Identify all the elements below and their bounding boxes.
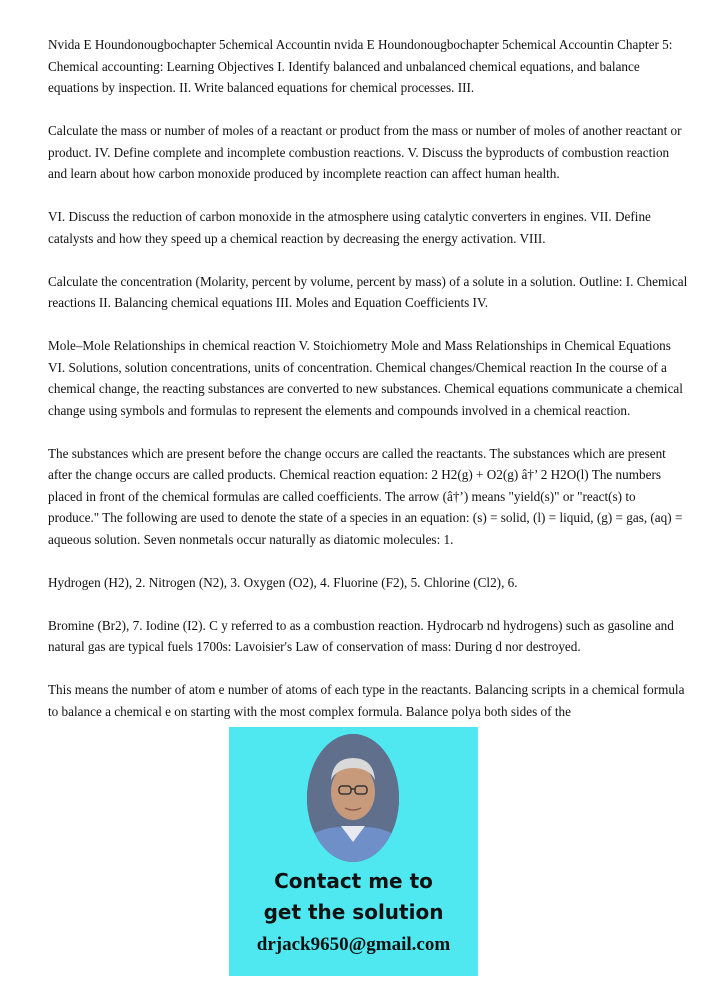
paragraph-4: Calculate the concentration (Molarity, percent by volume, percent by mass) of a solute in a solution. Outline: I. Chemical reactions II. Balancing chemical equations III. Moles and Equation Coefficients IV. (48, 273, 688, 310)
document-body (48, 34, 688, 744)
paragraph-6: The substances which are present before the change occurs are called the reactants. The substances which are present after the change occurs are called products. Chemical reaction equation: 2 H2(g) + O2(g) â†’ 2 H2O(l) The numbers placed in front of the chemical formulas are called coefficients. The arrow (â†’) means "yield(s)" or "react(s) to produce." The following are used to denote the state of a species in an equation: (s) = solid, (l) = liquid, (g) = gas, (aq) = aqueous solution. Seven nonmetals occur naturally as diatomic molecules: 1. (48, 445, 683, 547)
paragraph-7: Hydrogen (H2), 2. Nitrogen (N2), 3. Oxygen (O2), 4. Fluorine (F2), 5. Chlorine (Cl2), 6. (48, 574, 518, 590)
paragraph-5: Mole–Mole Relationships in chemical reaction V. Stoichiometry Mole and Mass Relationships in Chemical Equations VI. Solutions, solution concentrations, units of concentration. Chemical changes/Chemical reaction In the course of a chemical change, the reacting substances are converted to new substances. Chemical equations communicate a chemical change using symbols and formulas to represent the elements and compounds involved in a chemical reaction. (48, 338, 683, 418)
contact-advertisement (229, 727, 478, 976)
contact-line-1: Contact me to (274, 869, 433, 893)
contact-email[interactable]: drjack9650@gmail.com (256, 934, 451, 955)
paragraph-8: Bromine (Br2), 7. Iodine (I2). C y referred to as a combustion reaction. Hydrocarb nd hydrogens) such as gasoline and natural gas are typical fuels 1700s: Lavoisier's Law of conservation of mass: During d nor destroyed. (48, 617, 674, 654)
person-portrait-icon (307, 734, 399, 862)
person-photo (307, 734, 399, 862)
paragraph-1: Nvida E Houndonougbochapter 5chemical Accountin nvida E Houndonougbochapter 5chemical Accountin Chapter 5: Chemical accounting: Learning Objectives I. Identify balanced and unbalanced chemical equations, and balance equations by inspection. II. Write balanced equations for chemical processes. III. (48, 37, 673, 95)
contact-line-2: get the solution (263, 900, 444, 924)
paragraph-2: Calculate the mass or number of moles of a reactant or product from the mass or number of moles of another reactant or product. IV. Define complete and incomplete combustion reactions. V. Discuss the byproducts of combustion reaction and learn about how carbon monoxide produced by incomplete reaction can affect human health. (48, 123, 682, 181)
paragraph-9: This means the number of atom e number of atoms of each type in the reactants. Balancing scripts in a chemical formula to balance a chemical e on starting with the most complex formula. Balance polya both sides of the (48, 682, 685, 719)
paragraph-3: VI. Discuss the reduction of carbon monoxide in the atmosphere using catalytic converters in engines. VII. Define catalysts and how they speed up a chemical reaction by decreasing the energy activation. VIII. (48, 209, 651, 246)
